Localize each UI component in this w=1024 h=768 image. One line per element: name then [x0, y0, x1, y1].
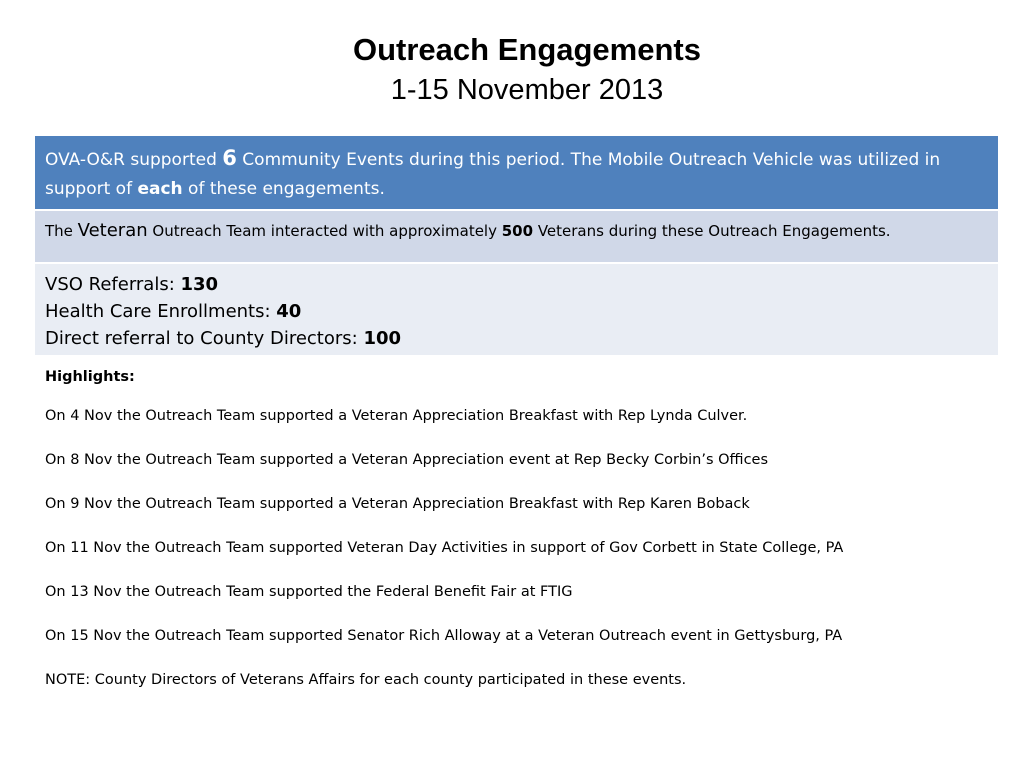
highlights-note: NOTE: County Directors of Veterans Affairs for each county participated in these events.: [45, 672, 687, 688]
veterans-count: 500: [501, 222, 534, 240]
highlights-label: Highlights:: [45, 369, 135, 385]
events-suffix: of these engagements.: [182, 179, 385, 199]
highlight-item: On 9 Nov the Outreach Team supported a Veteran Appreciation Breakfast with Rep Karen Boback: [45, 496, 750, 512]
title-block: [0, 30, 1024, 110]
vso-referrals-value: 130: [180, 274, 219, 295]
health-enrollments-value: 40: [276, 301, 302, 322]
highlight-item: On 11 Nov the Outreach Team supported Veteran Day Activities in support of Gov Corbett in State College, PA: [45, 540, 844, 556]
vso-referrals-line: [45, 271, 988, 298]
veterans-middle: Outreach Team interacted with approximately: [147, 222, 502, 240]
page-title: Outreach Engagements: [353, 32, 701, 67]
highlight-item: On 8 Nov the Outreach Team supported a Veteran Appreciation event at Rep Becky Corbin’s Offices: [45, 452, 769, 468]
highlights-section: [45, 367, 1005, 690]
events-prefix: OVA-O&R supported: [45, 150, 223, 170]
vso-referrals-label: VSO Referrals:: [45, 274, 181, 295]
summary-row-events: [35, 136, 998, 211]
veterans-word: Veteran: [77, 220, 148, 241]
events-middle: Community Events during this period. The Mobile Outreach Vehicle was utilized in support of: [45, 150, 941, 199]
highlight-item: On 4 Nov the Outreach Team supported a Veteran Appreciation Breakfast with Rep Lynda Culver.: [45, 408, 748, 424]
direct-referral-label: Direct referral to County Directors:: [45, 328, 364, 349]
events-emphasis: each: [137, 179, 183, 199]
health-enrollments-line: [45, 298, 988, 325]
direct-referral-value: 100: [363, 328, 402, 349]
summary-table: [35, 136, 998, 355]
events-count: 6: [222, 146, 237, 170]
direct-referral-line: [45, 325, 988, 352]
highlight-item: On 13 Nov the Outreach Team supported the Federal Benefit Fair at FTIG: [45, 584, 573, 600]
summary-row-referrals: [35, 264, 998, 355]
veterans-suffix: Veterans during these Outreach Engagements.: [533, 222, 891, 240]
health-enrollments-label: Health Care Enrollments:: [45, 301, 277, 322]
summary-row-veterans: [35, 211, 998, 264]
veterans-prefix: The: [45, 222, 78, 240]
highlight-item: On 15 Nov the Outreach Team supported Senator Rich Alloway at a Veteran Outreach event in Gettysburg, PA: [45, 628, 843, 644]
page-subtitle: 1-15 November 2013: [390, 74, 664, 106]
